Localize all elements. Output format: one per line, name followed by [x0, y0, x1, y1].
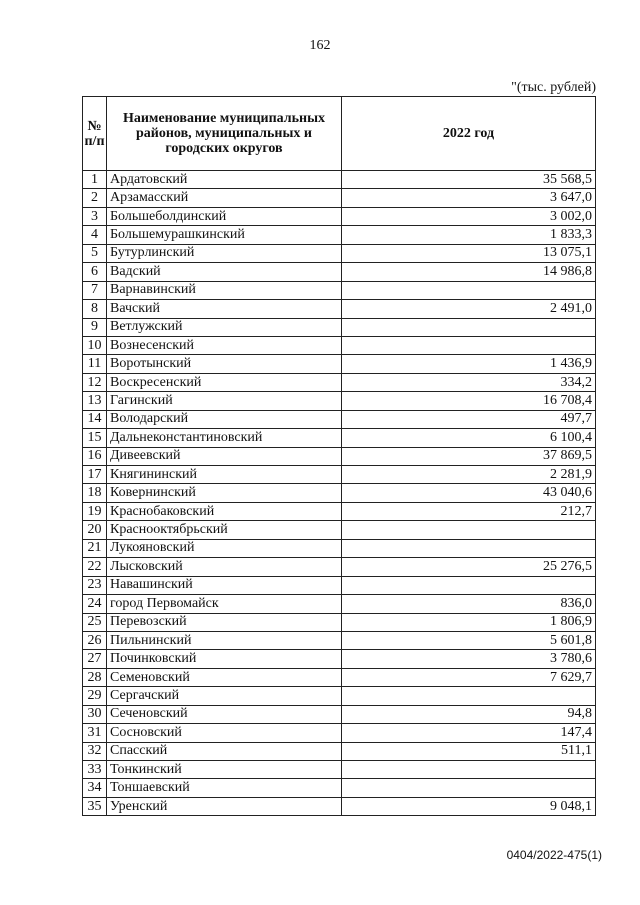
row-value: 1 436,9 — [342, 355, 596, 373]
row-value: 836,0 — [342, 595, 596, 613]
row-number: 8 — [83, 300, 107, 318]
row-name: Володарский — [107, 410, 342, 428]
units-label: "(тыс. рублей) — [511, 80, 596, 95]
row-number: 23 — [83, 576, 107, 594]
table-row — [83, 595, 596, 613]
row-number: 2 — [83, 189, 107, 207]
row-name: Лукояновский — [107, 539, 342, 557]
row-number: 16 — [83, 447, 107, 465]
table-row — [83, 373, 596, 391]
table-row — [83, 668, 596, 686]
table-row — [83, 207, 596, 225]
row-number: 7 — [83, 281, 107, 299]
row-value — [342, 761, 596, 779]
row-name: Ковернинский — [107, 484, 342, 502]
row-number: 11 — [83, 355, 107, 373]
table-row — [83, 244, 596, 262]
table-header-row — [83, 97, 596, 171]
row-number: 18 — [83, 484, 107, 502]
row-name: Арзамасский — [107, 189, 342, 207]
table-row — [83, 466, 596, 484]
table-row — [83, 687, 596, 705]
row-name: Гагинский — [107, 392, 342, 410]
row-value: 9 048,1 — [342, 797, 596, 815]
row-value: 3 002,0 — [342, 207, 596, 225]
document-code: 0404/2022-475(1) — [506, 848, 602, 862]
row-value: 25 276,5 — [342, 558, 596, 576]
row-number: 22 — [83, 558, 107, 576]
row-name: Вачский — [107, 300, 342, 318]
row-number: 17 — [83, 466, 107, 484]
table-row — [83, 797, 596, 815]
table-row — [83, 171, 596, 189]
row-value: 334,2 — [342, 373, 596, 391]
row-name: Семеновский — [107, 668, 342, 686]
row-name: Дивеевский — [107, 447, 342, 465]
page-number: 162 — [309, 38, 331, 53]
row-number: 4 — [83, 226, 107, 244]
row-value: 1 806,9 — [342, 613, 596, 631]
table-row — [83, 392, 596, 410]
row-name: Сосновский — [107, 724, 342, 742]
table-row — [83, 355, 596, 373]
row-value: 13 075,1 — [342, 244, 596, 262]
table-row — [83, 300, 596, 318]
table-row — [83, 539, 596, 557]
table-row — [83, 650, 596, 668]
row-number: 3 — [83, 207, 107, 225]
row-value: 6 100,4 — [342, 429, 596, 447]
row-value: 37 869,5 — [342, 447, 596, 465]
table-row — [83, 576, 596, 594]
row-name: Лысковский — [107, 558, 342, 576]
row-name: Вознесенский — [107, 336, 342, 354]
table-body — [83, 171, 596, 816]
row-value — [342, 687, 596, 705]
row-number: 12 — [83, 373, 107, 391]
row-number: 27 — [83, 650, 107, 668]
row-number: 15 — [83, 429, 107, 447]
row-name: Краснобаковский — [107, 502, 342, 520]
table-row — [83, 429, 596, 447]
table-row — [83, 742, 596, 760]
row-name: Пильнинский — [107, 631, 342, 649]
row-number: 25 — [83, 613, 107, 631]
row-value: 2 281,9 — [342, 466, 596, 484]
row-name: Починковский — [107, 650, 342, 668]
table-row — [83, 281, 596, 299]
row-value: 3 780,6 — [342, 650, 596, 668]
row-name: Княгининский — [107, 466, 342, 484]
row-value — [342, 281, 596, 299]
table-row — [83, 502, 596, 520]
row-name: Воротынский — [107, 355, 342, 373]
row-number: 10 — [83, 336, 107, 354]
row-value: 3 647,0 — [342, 189, 596, 207]
row-value — [342, 539, 596, 557]
row-value: 43 040,6 — [342, 484, 596, 502]
row-number: 9 — [83, 318, 107, 336]
row-value: 35 568,5 — [342, 171, 596, 189]
row-name: Ветлужский — [107, 318, 342, 336]
row-value: 94,8 — [342, 705, 596, 723]
row-value: 511,1 — [342, 742, 596, 760]
row-number: 31 — [83, 724, 107, 742]
row-number: 33 — [83, 761, 107, 779]
row-number: 19 — [83, 502, 107, 520]
row-value — [342, 576, 596, 594]
table-row — [83, 263, 596, 281]
row-name: Тоншаевский — [107, 779, 342, 797]
row-name: Спасский — [107, 742, 342, 760]
row-number: 34 — [83, 779, 107, 797]
row-value: 7 629,7 — [342, 668, 596, 686]
row-value — [342, 318, 596, 336]
table-row — [83, 318, 596, 336]
row-value: 147,4 — [342, 724, 596, 742]
table-row — [83, 226, 596, 244]
table-row — [83, 521, 596, 539]
table-row — [83, 631, 596, 649]
header-year: 2022 год — [342, 97, 596, 171]
row-number: 29 — [83, 687, 107, 705]
budget-table — [82, 96, 596, 816]
row-value: 497,7 — [342, 410, 596, 428]
row-number: 13 — [83, 392, 107, 410]
row-name: Ардатовский — [107, 171, 342, 189]
row-number: 28 — [83, 668, 107, 686]
row-number: 21 — [83, 539, 107, 557]
row-number: 35 — [83, 797, 107, 815]
row-number: 26 — [83, 631, 107, 649]
row-number: 6 — [83, 263, 107, 281]
table-row — [83, 613, 596, 631]
table-row — [83, 336, 596, 354]
row-value: 5 601,8 — [342, 631, 596, 649]
row-value: 16 708,4 — [342, 392, 596, 410]
row-name: Воскресенский — [107, 373, 342, 391]
row-name: город Первомайск — [107, 595, 342, 613]
row-value: 1 833,3 — [342, 226, 596, 244]
row-name: Навашинский — [107, 576, 342, 594]
row-name: Дальнеконстантиновский — [107, 429, 342, 447]
table-row — [83, 779, 596, 797]
row-name: Уренский — [107, 797, 342, 815]
table-row — [83, 558, 596, 576]
row-number: 14 — [83, 410, 107, 428]
table-row — [83, 189, 596, 207]
table-row — [83, 761, 596, 779]
row-name: Большемурашкинский — [107, 226, 342, 244]
row-number: 1 — [83, 171, 107, 189]
row-name: Краснооктябрьский — [107, 521, 342, 539]
row-number: 20 — [83, 521, 107, 539]
table-row — [83, 724, 596, 742]
row-name: Большеболдинский — [107, 207, 342, 225]
row-number: 5 — [83, 244, 107, 262]
table-row — [83, 484, 596, 502]
row-name: Сергачский — [107, 687, 342, 705]
row-name: Вадский — [107, 263, 342, 281]
table-row — [83, 705, 596, 723]
row-number: 30 — [83, 705, 107, 723]
row-value: 14 986,8 — [342, 263, 596, 281]
row-value — [342, 521, 596, 539]
row-number: 24 — [83, 595, 107, 613]
row-value: 2 491,0 — [342, 300, 596, 318]
row-value: 212,7 — [342, 502, 596, 520]
row-name: Сеченовский — [107, 705, 342, 723]
table-row — [83, 410, 596, 428]
row-value — [342, 779, 596, 797]
row-name: Перевозский — [107, 613, 342, 631]
row-number: 32 — [83, 742, 107, 760]
row-value — [342, 336, 596, 354]
row-name: Тонкинский — [107, 761, 342, 779]
row-name: Варнавинский — [107, 281, 342, 299]
header-number: № п/п — [83, 97, 107, 171]
table-row — [83, 447, 596, 465]
header-name: Наименование муниципальных районов, муниципальных и городских округов — [107, 97, 342, 171]
row-name: Бутурлинский — [107, 244, 342, 262]
